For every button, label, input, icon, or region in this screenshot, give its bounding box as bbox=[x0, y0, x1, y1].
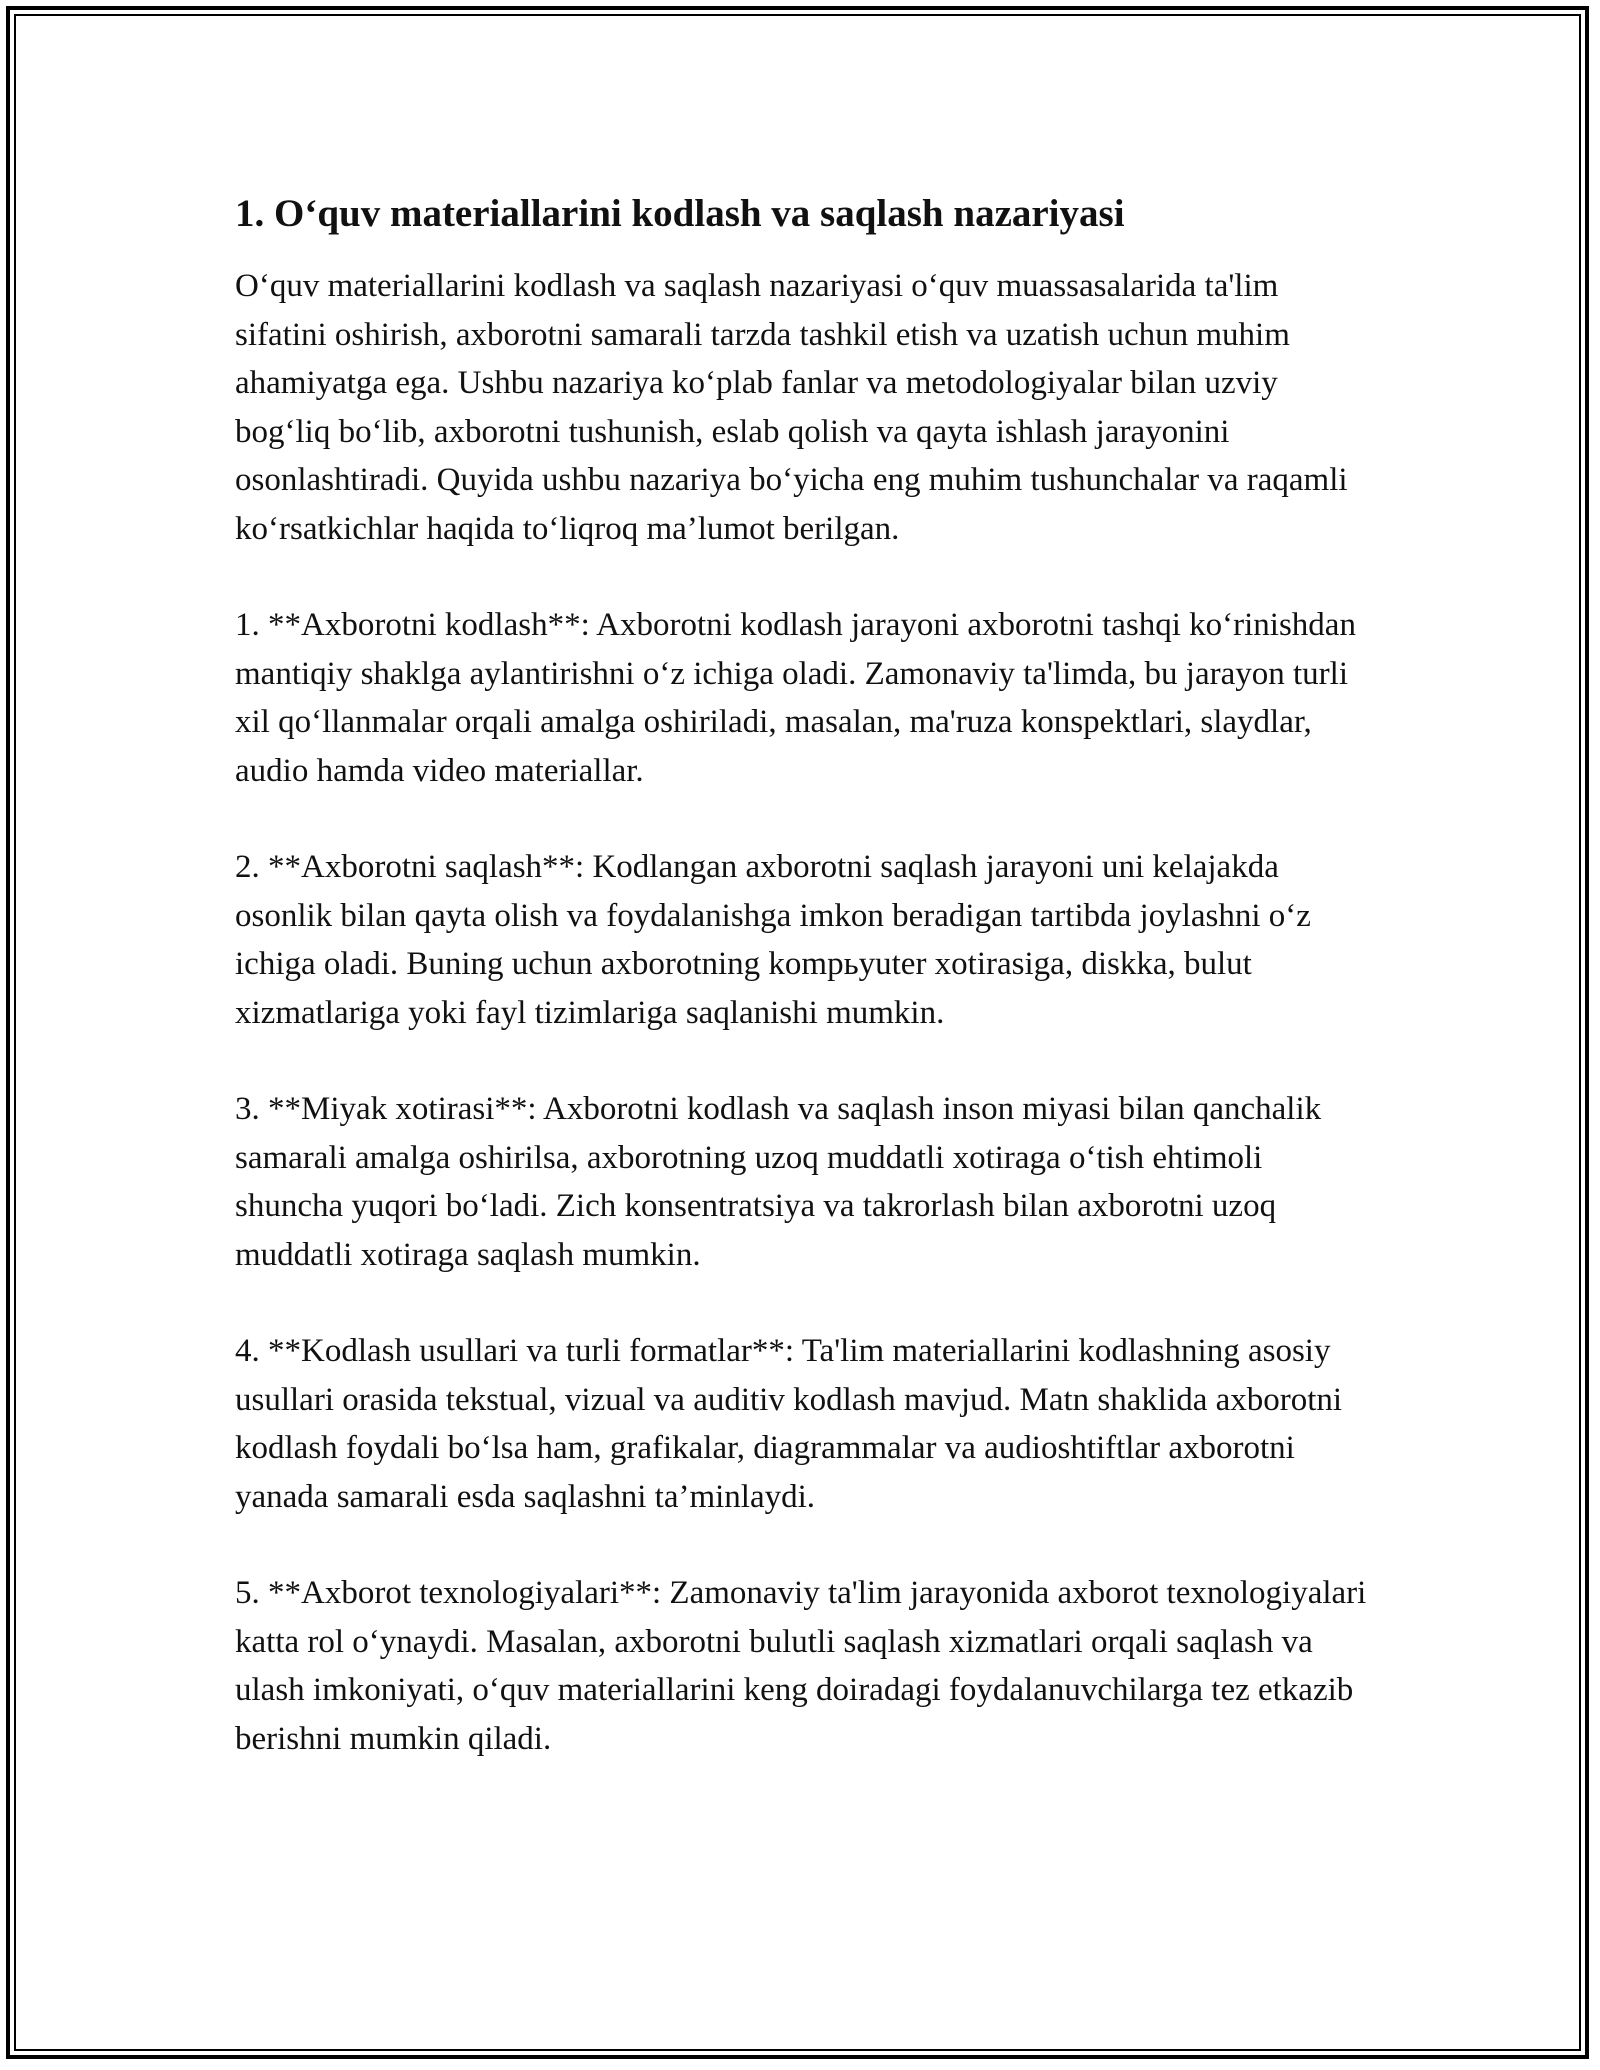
document-title: 1. O‘quv materiallarini kodlash va saqlash nazariyasi bbox=[235, 192, 1125, 235]
section-paragraph-encoding: 1. **Axborotni kodlash**: Axborotni kodlash jarayoni axborotni tashqi ko‘rinishdan mantiqiy shaklga aylantirishni o‘z ichiga oladi. Zamonaviy ta'limda, bu jarayon turli xil qo‘llanmalar orqali amalga oshiriladi, masalan, ma'ruza konspektlari, slaydlar, audio hamda video materiallar. bbox=[235, 607, 1356, 789]
section-paragraph-encoding-methods: 4. **Kodlash usullari va turli formatlar**: Ta'lim materiallarini kodlashning asosiy usullari orasida tekstual, vizual va auditiv kodlash mavjud. Matn shaklida axborotni kodlash foydali bo‘lsa ham, grafikalar, diagrammalar va audioshtiftlar axborotni yanada samarali esda saqlashni ta’minlaydi. bbox=[235, 1333, 1343, 1515]
document-body bbox=[235, 188, 1375, 1811]
section-paragraph-storage: 2. **Axborotni saqlash**: Kodlangan axborotni saqlash jarayoni uni kelajakda osonlik bilan qayta olish va foydalanishga imkon beradigan tartibda joylashni o‘z ichiga oladi. Buning uchun axborotning kompьyuter xotirasiga, diskka, bulut xizmatlariga yoki fayl tizimlariga saqlanishi mumkin. bbox=[235, 849, 1311, 1031]
section-paragraph-technologies: 5. **Axborot texnologiyalari**: Zamonaviy ta'lim jarayonida axborot texnologiyalari katta rol o‘ynaydi. Masalan, axborotni bulutli saqlash xizmatlari orqali saqlash va ulash imkoniyati, o‘quv materiallarini keng doiradagi foydalanuvchilarga tez etkazib berishni mumkin qiladi. bbox=[235, 1575, 1367, 1757]
section-paragraph-memory: 3. **Miyak xotirasi**: Axborotni kodlash va saqlash inson miyasi bilan qanchalik samarali amalga oshirilsa, axborotning uzoq muddatli xotiraga o‘tish ehtimoli shuncha yuqori bo‘ladi. Zich konsentratsiya va takrorlash bilan axborotni uzoq muddatli xotiraga saqlash mumkin. bbox=[235, 1091, 1322, 1273]
intro-paragraph: O‘quv materiallarini kodlash va saqlash nazariyasi o‘quv muassasalarida ta'lim sifatini oshirish, axborotni samarali tarzda tashkil etish va uzatish uchun muhim ahamiyatga ega. Ushbu nazariya ko‘plab fanlar va metodologiyalar bilan uzviy bog‘liq bo‘lib, axborotni tushunish, eslab qolish va qayta ishlash jarayonini osonlashtiradi. Quyida ushbu nazariya bo‘yicha eng muhim tushunchalar va raqamli ko‘rsatkichlar haqida to‘liqroq ma’lumot berilgan. bbox=[235, 268, 1348, 547]
